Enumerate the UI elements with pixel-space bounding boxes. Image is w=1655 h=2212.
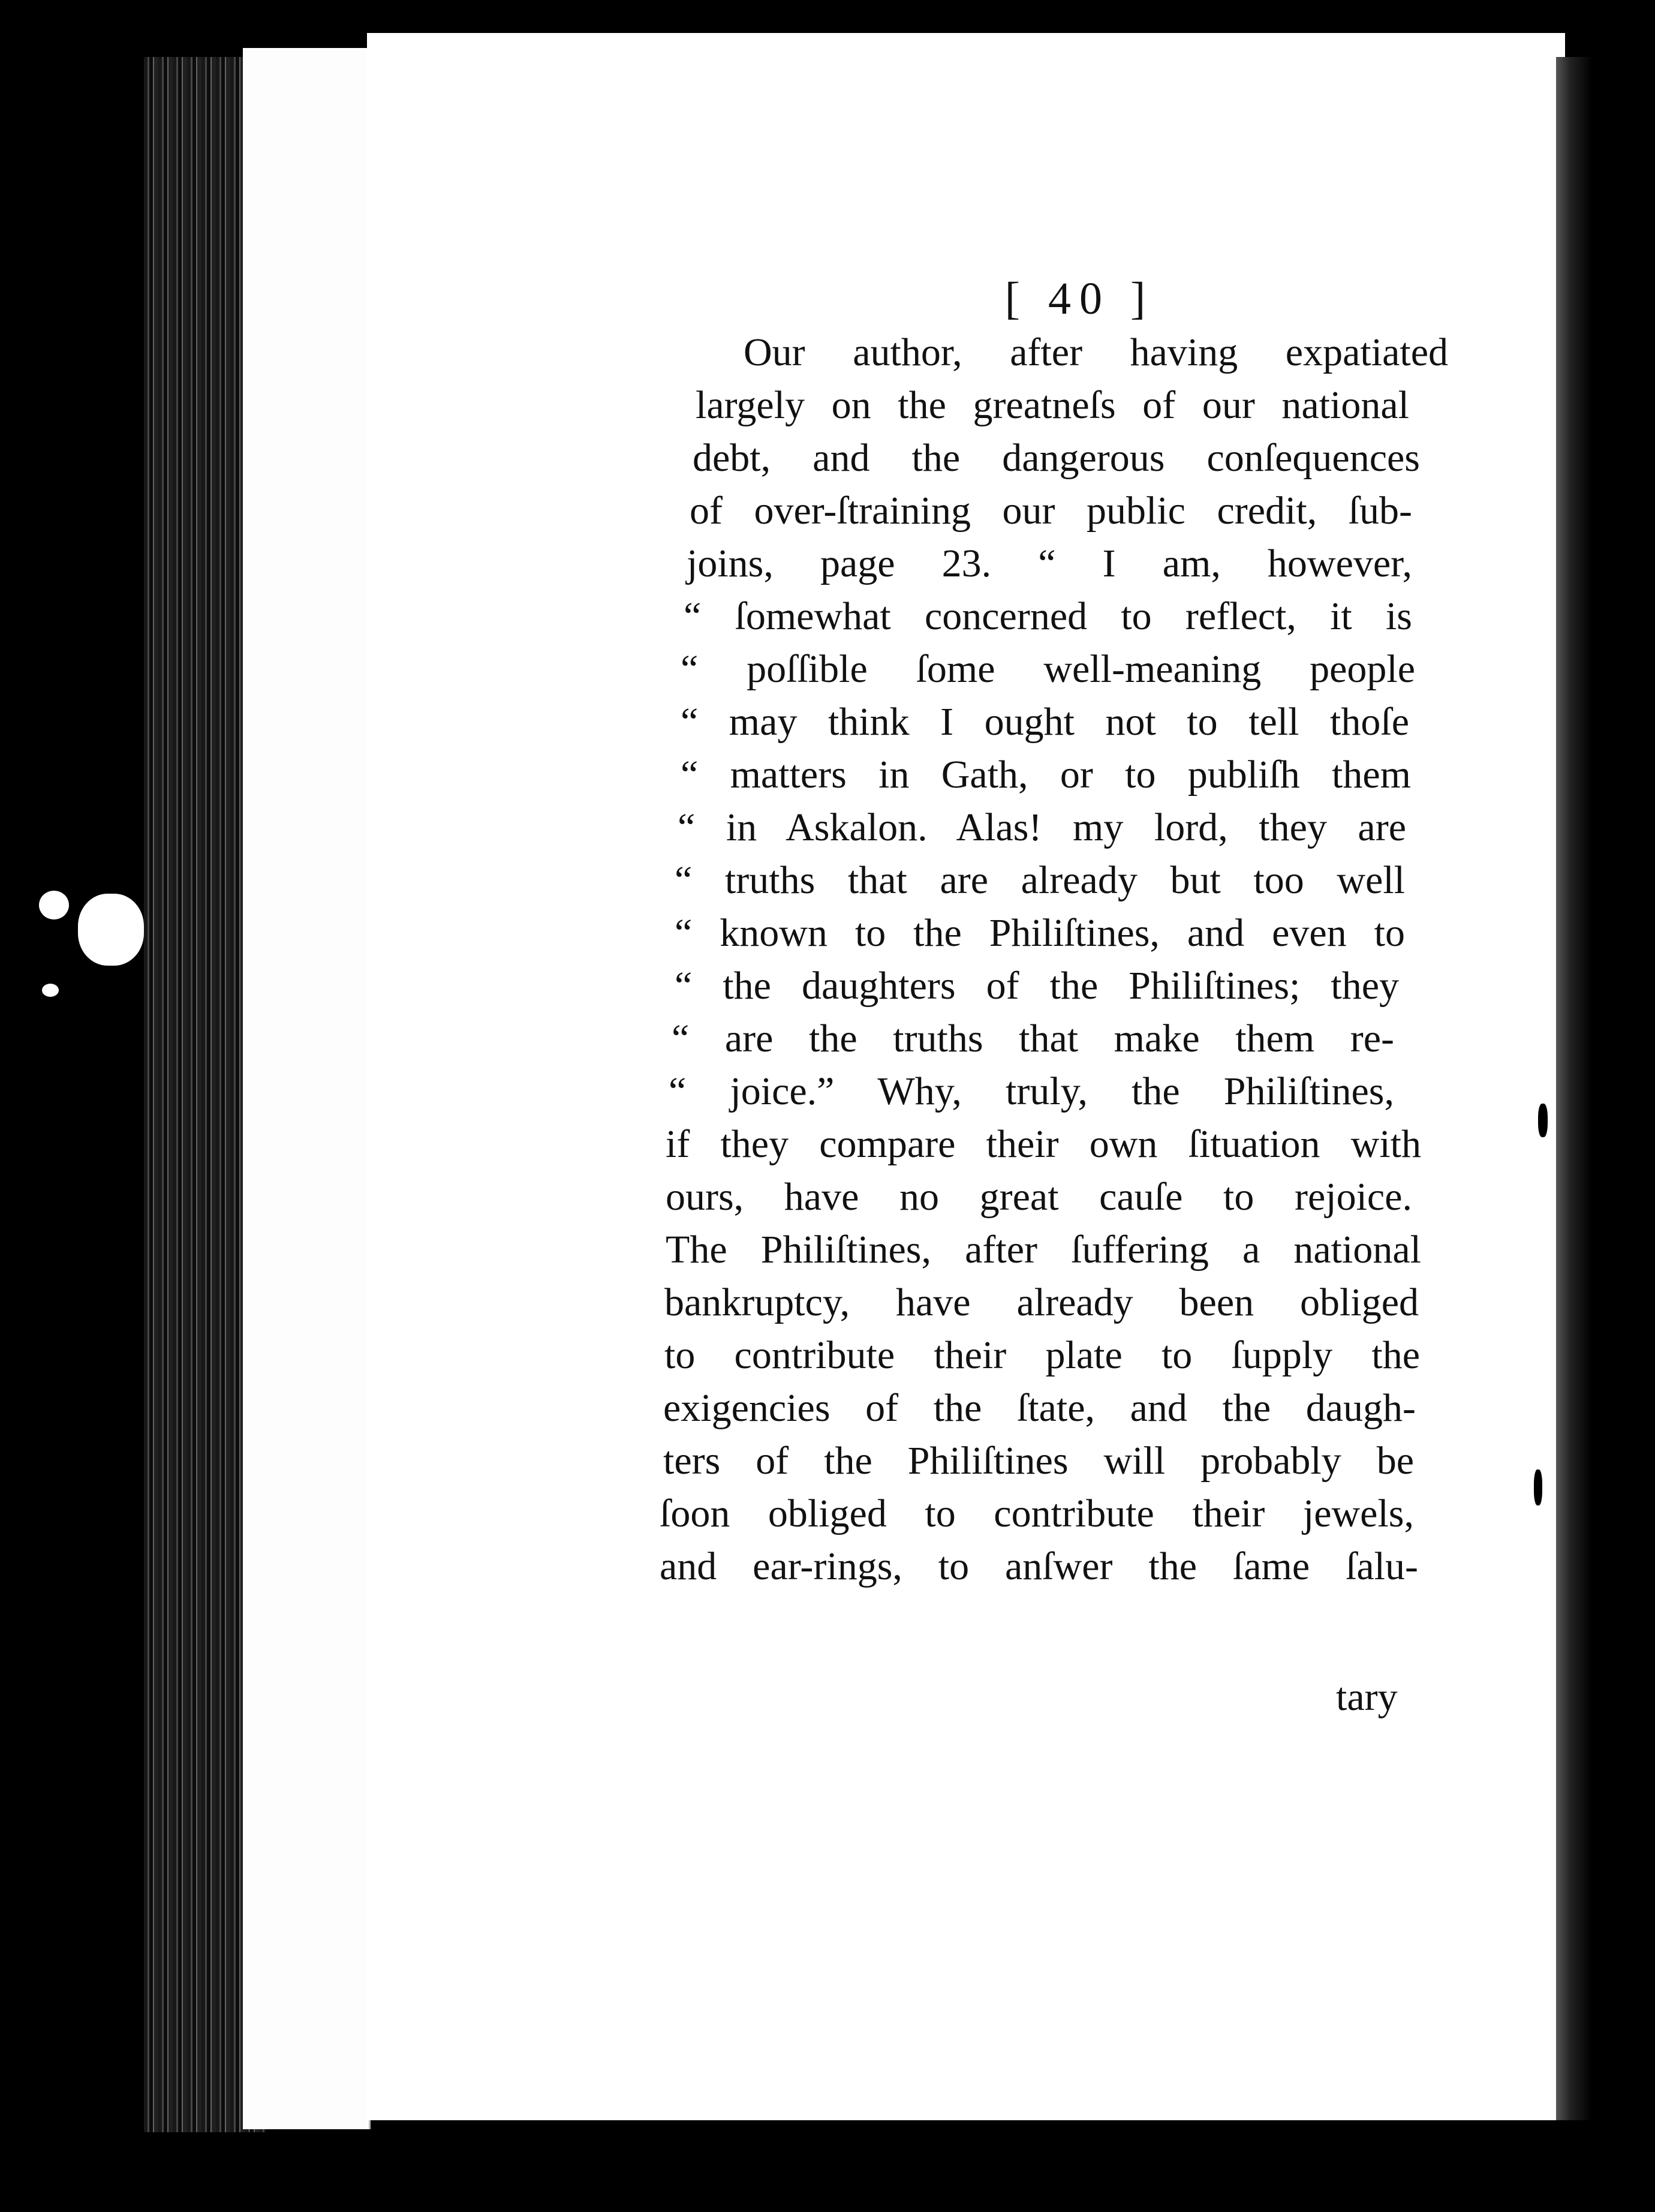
text-line: “ ſomewhat concerned to reflect, it is: [684, 594, 1412, 638]
text-line: Our author, after having expatiated: [744, 330, 1448, 374]
text-line: largely on the greatneſs of our national: [696, 383, 1409, 427]
text-line: exigencies of the ſtate, and the daugh-: [663, 1386, 1416, 1430]
text-line: joins, page 23. “ I am, however,: [687, 542, 1412, 585]
text-line: ters of the Philiſtines will probably be: [663, 1439, 1414, 1483]
text-line: bankruptcy, have already been obliged: [664, 1281, 1419, 1324]
ink-mark: [1538, 1104, 1548, 1137]
text-line: “ the daughters of the Philiſtines; they: [675, 964, 1399, 1008]
text-line: “ poſſible ſome well-meaning people: [681, 647, 1415, 691]
text-line: if they compare their own ſituation with: [666, 1122, 1421, 1166]
text-line: ſoon obliged to contribute their jewels,: [660, 1492, 1414, 1535]
catchword: tary: [1336, 1675, 1398, 1719]
text-line: “ known to the Philiſtines, and even to: [675, 911, 1405, 955]
text-line: “ in Askalon. Alas! my lord, they are: [678, 806, 1406, 849]
text-line: “ truths that are already but too well: [675, 858, 1405, 902]
text-line: to contribute their plate to ſupply the: [664, 1333, 1420, 1377]
page-edge-strip: [243, 48, 371, 2129]
text-line: debt, and the dangerous conſequences: [693, 436, 1420, 480]
text-line: “ matters in Gath, or to publiſh them: [681, 753, 1411, 797]
ink-mark: [1592, 1065, 1603, 1101]
page-number: [ 40 ]: [1004, 274, 1154, 324]
text-line: “ joice.” Why, truly, the Philiſtines,: [669, 1069, 1394, 1113]
paper-speck: [42, 984, 59, 997]
paper-speck: [78, 894, 144, 966]
text-line: The Philiſtines, after ſuffering a national: [666, 1228, 1421, 1272]
ink-mark: [1534, 1469, 1542, 1505]
text-line: and ear-rings, to anſwer the ſame ſalu-: [660, 1544, 1418, 1588]
right-page-edge: [1556, 57, 1592, 2120]
text-line: “ may think I ought not to tell thoſe: [681, 700, 1409, 744]
paper-speck: [39, 891, 69, 919]
text-line: “ are the truths that make them re-: [672, 1017, 1394, 1060]
text-line: ours, have no great cauſe to rejoice.: [666, 1175, 1412, 1219]
text-line: of over-ſtraining our public credit, ſub-: [690, 489, 1412, 533]
